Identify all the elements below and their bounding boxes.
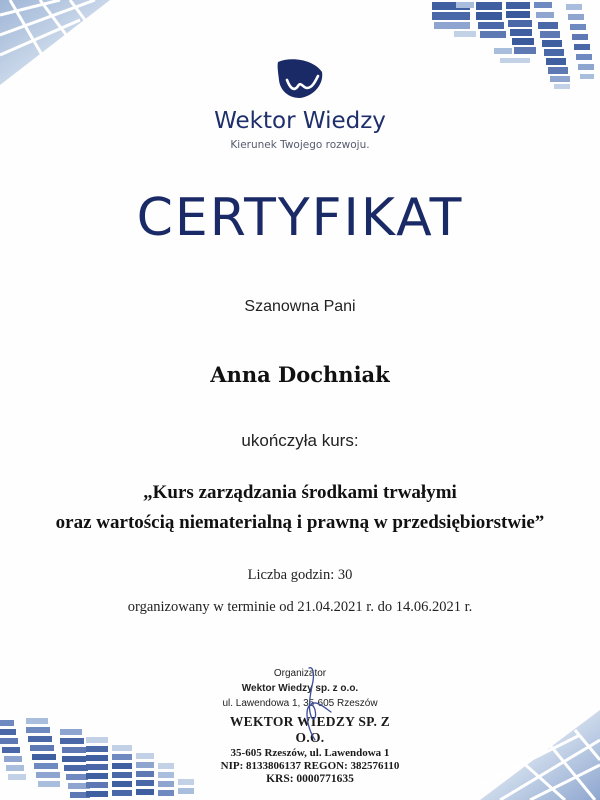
corner-decoration-top-left — [0, 0, 110, 90]
organizer-address: ul. Lawendowa 1, 35-605 Rzeszów — [222, 698, 378, 709]
brand-name: Wektor Wiedzy — [214, 108, 386, 134]
stamp-krs: KRS: 0000771635 — [266, 773, 354, 785]
greeting: Szanowna Pani — [244, 298, 356, 315]
course-title-line-1: „Kurs zarządzania środkami trwałymi — [143, 482, 457, 503]
corner-decoration-bottom-left — [0, 715, 200, 800]
course-title-line-2: oraz wartością niematerialną i prawną w przedsiębiorstwie” — [55, 512, 545, 533]
recipient-name: Anna Dochniak — [210, 362, 390, 387]
course-dates: organizowany w terminie od 21.04.2021 r. do 14.06.2021 r. — [127, 599, 473, 615]
certificate-title: CERTYFIKAT — [136, 188, 464, 248]
corner-decoration-top-right — [420, 0, 600, 100]
stamp-tax-ids: NIP: 8133806137 REGON: 382576110 — [220, 760, 400, 772]
stamp-address: 35-605 Rzeszów, ul. Lawendowa 1 — [230, 747, 390, 759]
brand-tagline: Kierunek Twojego rozwoju. — [230, 139, 370, 151]
stamp-company-name: WEKTOR WIEDZY SP. Z O.O. — [229, 714, 391, 745]
completed-label: ukończyła kurs: — [241, 431, 359, 450]
wave-w-logo-icon — [274, 58, 324, 100]
corner-decoration-bottom-right — [480, 700, 600, 800]
organizer-label: Organizator — [273, 668, 327, 679]
handwritten-signature-icon — [295, 664, 335, 744]
course-hours: Liczba godzin: 30 — [247, 567, 353, 583]
organizer-name: Wektor Wiedzy sp. z o.o. — [241, 683, 359, 694]
